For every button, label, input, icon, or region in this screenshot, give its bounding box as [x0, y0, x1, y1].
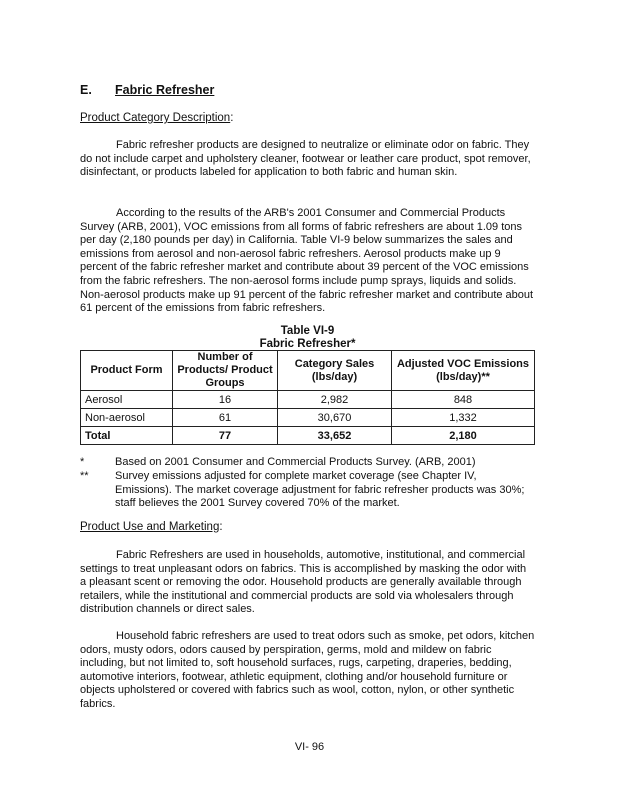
use-marketing-paragraph-2 — [80, 630, 535, 712]
table-header-cell: Number of Products/ Product Groups — [173, 351, 278, 391]
paragraph-text: Fabric Refreshers are used in households, automotive, institutional, and commercial settings to treat unpleasant odors on fabrics. This is accomplished by masking the odor with a pleasant scent or removing the odor. Household products are generally available through retailers, while the institutional and commercial products are sold via wholesalers through distribution channels or direct sales. — [80, 549, 527, 616]
table-row — [81, 409, 535, 427]
table-header-cell: Category Sales (lbs/day) — [278, 351, 392, 391]
table-cell: 2,982 — [278, 391, 392, 409]
table-cell: 33,652 — [278, 427, 392, 445]
table-caption-title: Fabric Refresher* — [259, 338, 356, 350]
category-description-heading-text: Product Category Description — [80, 112, 231, 124]
table-cell: 30,670 — [278, 409, 392, 427]
paragraph-text: Household fabric refreshers are used to treat odors such as smoke, pet odors, kitchen odors, musty odors, odors caused by perspiration, germs, mold and mildew on fabric including, but not limited to, soft household surfaces, rugs, carpeting, draperies, bedding, automotive interiors, footwear, athletic equipment, clothing and/or household furniture or objects upholstered or covered with fabrics such as wool, cotton, nylon, or other synthetic fabrics. — [80, 630, 535, 710]
table-cell: 1,332 — [392, 409, 535, 427]
table-cell: 2,180 — [392, 427, 535, 445]
section-title: Fabric Refresher — [115, 83, 215, 97]
use-marketing-heading-text: Product Use and Marketing — [80, 521, 220, 533]
table-header-row — [81, 351, 535, 391]
footnote-mark: * — [80, 456, 85, 468]
table-cell: Aerosol — [81, 391, 173, 409]
use-marketing-paragraph-1 — [80, 549, 535, 617]
section-letter: E. — [80, 83, 92, 97]
category-description-heading — [80, 112, 233, 124]
use-marketing-heading — [80, 521, 223, 533]
category-description-paragraph-2 — [80, 207, 535, 316]
table-row — [81, 391, 535, 409]
category-description-paragraph-1 — [80, 139, 535, 180]
table-header-cell: Product Form — [81, 351, 173, 391]
table-cell: Total — [81, 427, 173, 445]
table-cell: 77 — [173, 427, 278, 445]
footnote-text: Based on 2001 Consumer and Commercial Products Survey. (ARB, 2001) — [115, 456, 476, 468]
paragraph-text: Fabric refresher products are designed to neutralize or eliminate odor on fabric. They do not include carpet and upholstery cleaner, footwear or leather care product, spot remover, disinfectant, or products labeled for application to both fabric and human skin. — [80, 139, 531, 179]
table-cell: 61 — [173, 409, 278, 427]
heading-colon: : — [230, 112, 234, 124]
footnote-text: Survey emissions adjusted for complete market coverage (see Chapter IV, Emissions). The market coverage adjustment for fabric refresher products was 30%; staff believes the 2001 Survey covered 70% of the market. — [115, 470, 525, 509]
table-total-row — [81, 427, 535, 445]
table-cell: Non-aerosol — [81, 409, 173, 427]
table-cell: 848 — [392, 391, 535, 409]
footnote-mark: ** — [80, 470, 89, 482]
table-header-cell: Adjusted VOC Emissions (lbs/day)** — [392, 351, 535, 391]
heading-colon: : — [219, 521, 223, 533]
table-caption-number: Table VI-9 — [280, 325, 335, 337]
fabric-refresher-table — [80, 350, 535, 445]
page-number: VI- 96 — [294, 741, 325, 753]
paragraph-text: According to the results of the ARB's 2001 Consumer and Commercial Products Survey (ARB, 2001), VOC emissions from all forms of fabric refreshers are about 1.09 tons per day (2,180 pounds per day) in California. Table VI-9 below summarizes the sales and emissions from aerosol and non-aerosol fabric refreshers. Aerosol products make up 9 percent of the fabric refresher market and contribute about 39 percent of the VOC emissions from the fabric refreshers. The non-aerosol forms include pump sprays, liquids and solids. Non-aerosol products make up 91 percent of the fabric refresher market and contribute about 61 percent of the emissions from fabric refreshers. — [80, 207, 534, 315]
table-cell: 16 — [173, 391, 278, 409]
